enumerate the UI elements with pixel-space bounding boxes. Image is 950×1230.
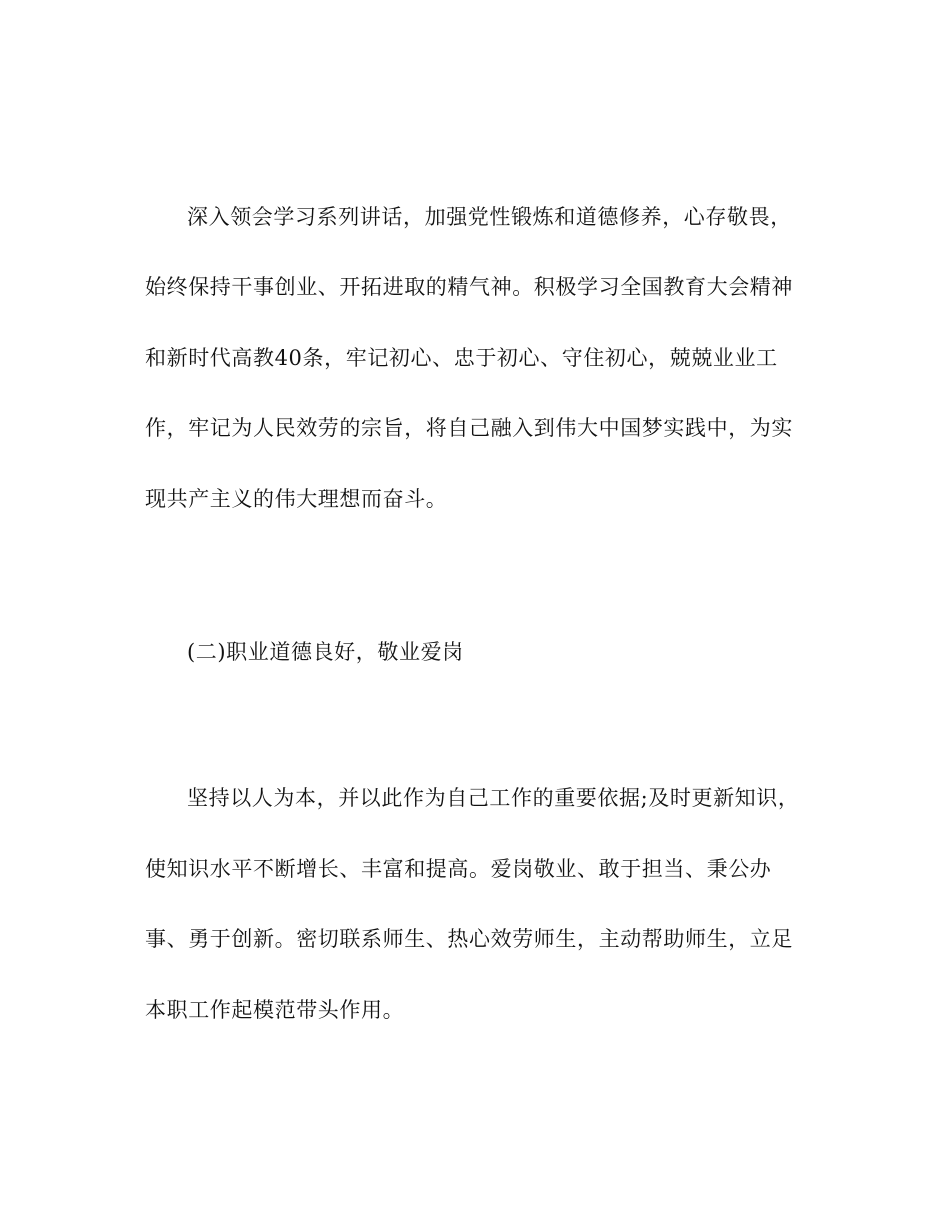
paragraph-1-line-1: 深入领会学习系列讲话，加强党性锻炼和道德修养，心存敬畏， bbox=[187, 205, 792, 229]
paragraph-1-line-2: 始终保持干事创业、开拓进取的精气神。积极学习全国教育大会精神 bbox=[145, 275, 793, 299]
paragraph-1-line-3: 和新时代高教40条，牢记初心、忠于初心、守住初心，兢兢业业工 bbox=[145, 346, 778, 370]
section-heading: (二)职业道德良好，敬业爱岗 bbox=[187, 640, 464, 664]
paragraph-2-line-2: 使知识水平不断增长、丰富和提高。爱岗敬业、敢于担当、秉公办 bbox=[145, 857, 772, 881]
paragraph-2-line-1: 坚持以人为本，并以此作为自己工作的重要依据;及时更新知识， bbox=[187, 786, 800, 810]
paragraph-1-line-4: 作，牢记为人民效劳的宗旨，将自己融入到伟大中国梦实践中，为实 bbox=[145, 416, 793, 440]
paragraph-2-line-3: 事、勇于创新。密切联系师生、热心效劳师生，主动帮助师生，立足 bbox=[145, 927, 793, 951]
paragraph-1-line-5: 现共产主义的伟大理想而奋斗。 bbox=[145, 487, 448, 511]
paragraph-2-line-4: 本职工作起模范带头作用。 bbox=[145, 998, 405, 1022]
